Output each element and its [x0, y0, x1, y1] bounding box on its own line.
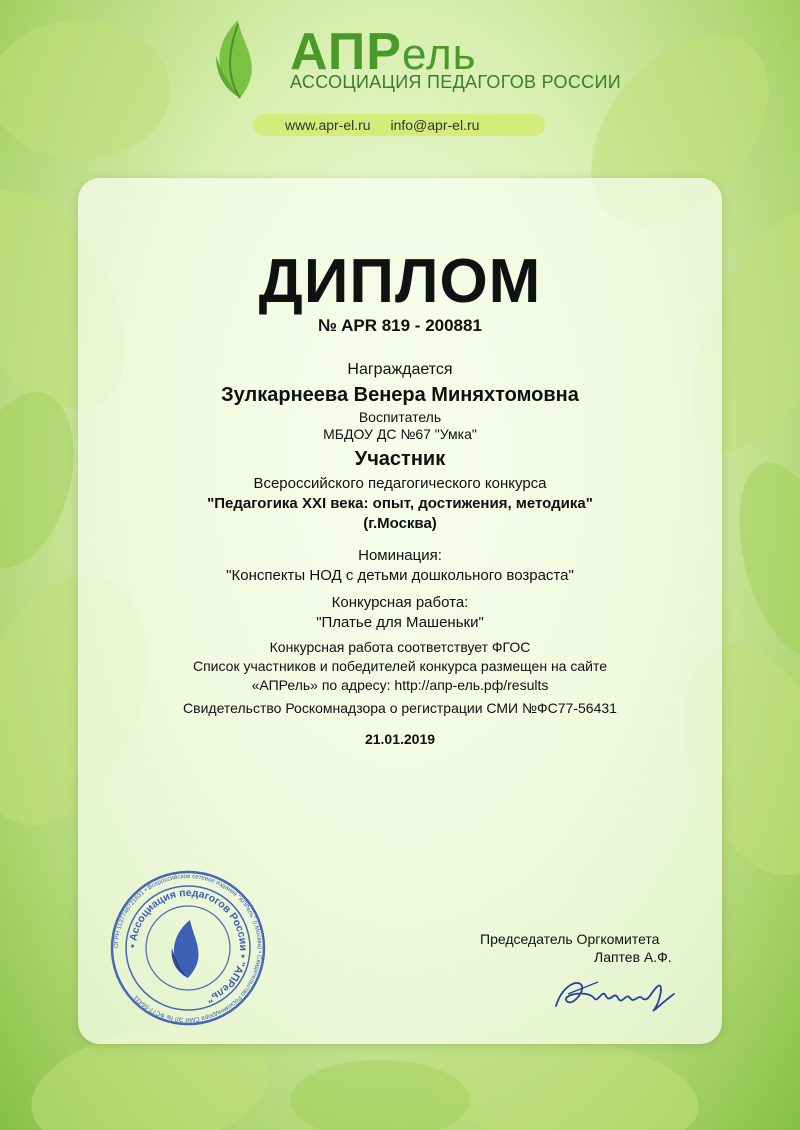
recipient-name: Зулкарнеева Венера Миняхтомовна	[221, 384, 579, 406]
organization-stamp	[110, 870, 266, 1026]
contest-city: (г.Москва)	[363, 515, 437, 532]
handwritten-signature	[548, 968, 678, 1018]
diploma-date: 21.01.2019	[364, 731, 436, 747]
list-line: Список участников и победителей конкурса размещен на сайте	[192, 658, 607, 674]
email-link[interactable]: info@apr-el.ru	[390, 117, 480, 133]
contest-type: Всероссийского педагогического конкурса	[253, 475, 547, 492]
recipient-status: Участник	[354, 448, 446, 470]
recipient-organization: МБДОУ ДС №67 "Умка"	[323, 426, 477, 442]
nomination-label: Номинация:	[358, 547, 442, 564]
stamp-leaf-icon	[172, 920, 199, 978]
diploma-number: № APR 819 - 200881	[318, 316, 482, 335]
signature-title: Председатель Оргкомитета	[480, 931, 660, 947]
fgos-line: Конкурсная работа соответствует ФГОС	[269, 639, 531, 655]
contest-name: "Педагогика XXI века: опыт, достижения, методика"	[207, 495, 593, 512]
brand-logo-text: АПРель	[290, 23, 477, 81]
header	[0, 0, 800, 150]
signature-name: Лаптев А.Ф.	[594, 949, 672, 965]
contact-info	[285, 117, 479, 133]
certificate-line: Свидетельство Роскомнадзора о регистрации СМИ №ФС77-56431	[183, 700, 617, 716]
work-title: "Платье для Машеньки"	[316, 614, 484, 631]
association-name: АССОЦИАЦИЯ ПЕДАГОГОВ РОССИИ	[290, 72, 621, 92]
diploma-title: ДИПЛОМ	[258, 247, 542, 316]
website-link[interactable]: www.apr-el.ru	[285, 117, 371, 133]
stamp-inner-text: • Ассоциация педагогов России • "АПРель"	[126, 886, 250, 1006]
recipient-position: Воспитатель	[358, 409, 442, 425]
work-label: Конкурсная работа:	[331, 594, 469, 611]
awarded-label: Награждается	[347, 361, 453, 378]
address-line: «АПРель» по адресу: http://апр-ель.рф/results	[251, 677, 549, 693]
nomination-value: "Конспекты НОД с детьми дошкольного возраста"	[226, 567, 574, 584]
stamp-outer-text: ОГРН 1137746721631 • Всероссийское сетевое издание "АПРель" (г.Москва) • Свидетельство Роскомнадзора СМИ ЭЛ № ФС77-56431	[112, 872, 264, 1024]
leaf-logo-icon	[208, 16, 272, 100]
